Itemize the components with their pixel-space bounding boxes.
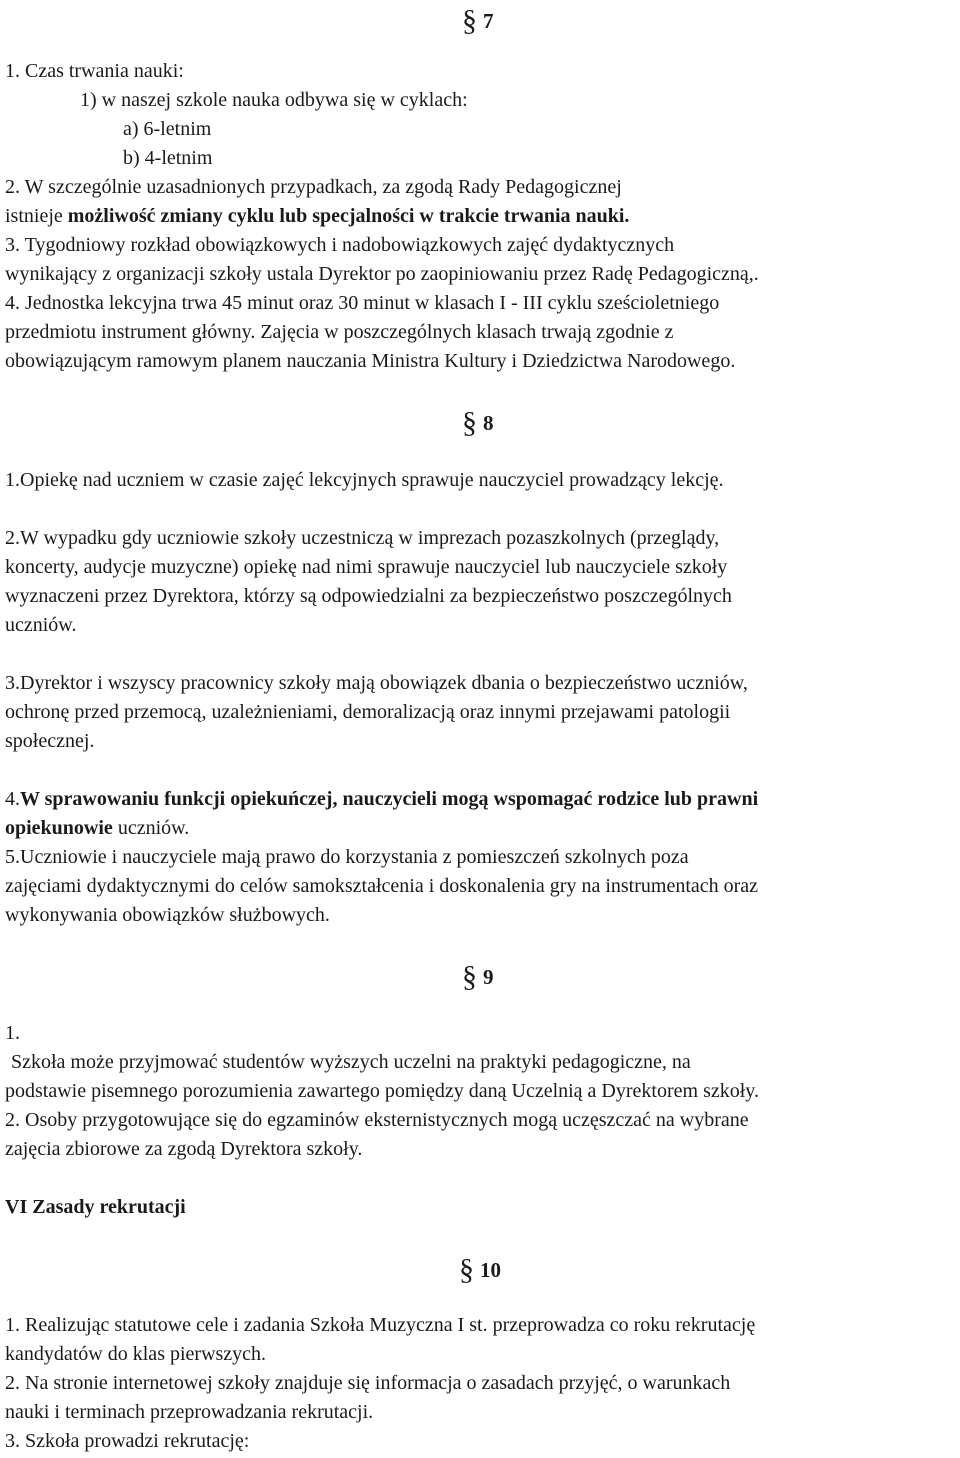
section-heading-9 [462, 960, 494, 992]
paragraph-line: podstawie pisemnego porozumienia zawartego pomiędzy daną Uczelnią a Dyrektorem szkoły. [5, 1080, 759, 1102]
paragraph-line: 5.Uczniowie i nauczyciele mają prawo do korzystania z pomieszczeń szkolnych poza [5, 846, 689, 868]
bold-text-run: opiekunowie [5, 817, 113, 839]
paragraph-line: 4. Jednostka lekcyjna trwa 45 minut oraz 30 minut w klasach I - III cyklu sześcioletniego [5, 292, 720, 314]
paragraph-line [5, 814, 189, 843]
paragraph-line: wykonywania obowiązków służbowych. [5, 904, 330, 926]
paragraph-line: a) 6-letnim [123, 118, 212, 140]
paragraph-line: zajęciami dydaktycznymi do celów samokształcenia i doskonalenia gry na instrumentach oraz [5, 875, 759, 897]
text-run: uczniów. [112, 817, 190, 839]
paragraph-line: 1. Realizując statutowe cele i zadania Szkoła Muzyczna I st. przeprowadza co roku rekrutację [5, 1314, 756, 1336]
paragraph-line: 2. Na stronie internetowej szkoły znajduje się informacja o zasadach przyjęć, o warunkach [5, 1372, 731, 1394]
paragraph-line: 3.Dyrektor i wszyscy pracownicy szkoły mają obowiązek dbania o bezpieczeństwo uczniów, [5, 672, 748, 694]
paragraph-line: 2. W szczególnie uzasadnionych przypadkach, za zgodą Rady Pedagogicznej [5, 176, 622, 198]
paragraph-line: uczniów. [5, 614, 77, 636]
section-number: 8 [483, 411, 494, 435]
paragraph-line: 2. Osoby przygotowujące się do egzaminów eksternistycznych mogą uczęszczać na wybrane [5, 1109, 749, 1131]
paragraph-line: b) 4-letnim [123, 147, 213, 169]
paragraph-line: kandydatów do klas pierwszych. [5, 1343, 267, 1365]
section-sign-icon: § [459, 1253, 474, 1286]
paragraph-line [5, 785, 758, 814]
bold-text-run: możliwość zmiany cyklu lub specjalności w trakcie trwania nauki. [67, 205, 630, 227]
section-heading-8 [462, 406, 494, 438]
paragraph-line: 1) w naszej szkole nauka odbywa się w cyklach: [80, 89, 468, 111]
section-number: 10 [480, 1258, 501, 1282]
section-number: 7 [483, 9, 494, 33]
paragraph-line: przedmiotu instrument główny. Zajęcia w poszczególnych klasach trwają zgodnie z [5, 321, 674, 343]
paragraph-line: 1.Opiekę nad uczniem w czasie zajęć lekcyjnych sprawuje nauczyciel prowadzący lekcję. [5, 469, 724, 491]
paragraph-line: wyznaczeni przez Dyrektora, którzy są odpowiedzialni za bezpieczeństwo poszczególnych [5, 585, 732, 607]
section-number: 9 [483, 965, 494, 989]
paragraph-line: 1. Czas trwania nauki: [5, 60, 184, 82]
paragraph-line: koncerty, audycje muzyczne) opiekę nad nimi sprawuje nauczyciel lub nauczyciele szkoły [5, 556, 728, 578]
paragraph-line: zajęcia zbiorowe za zgodą Dyrektora szkoły. [5, 1138, 363, 1160]
paragraph-line: Szkoła może przyjmować studentów wyższych uczelni na praktyki pedagogiczne, na [11, 1051, 691, 1073]
paragraph-line: obowiązującym ramowym planem nauczania Ministra Kultury i Dziedzictwa Narodowego. [5, 350, 736, 372]
paragraph-line: wynikający z organizacji szkoły ustala Dyrektor po zaopiniowaniu przez Radę Pedagogiczną,. [5, 263, 759, 285]
paragraph-line: 3. Tygodniowy rozkład obowiązkowych i nadobowiązkowych zajęć dydaktycznych [5, 234, 675, 256]
paragraph-line: nauki i terminach przeprowadzania rekrutacji. [5, 1401, 374, 1423]
paragraph-line: społecznej. [5, 730, 95, 752]
paragraph-line: 1. [5, 1022, 20, 1044]
paragraph-line: ochronę przed przemocą, uzależnieniami, demoralizacją oraz innymi przejawami patologii [5, 701, 731, 723]
text-run: istnieje [5, 205, 68, 227]
section-sign-icon: § [462, 4, 477, 37]
section-heading-10 [459, 1253, 501, 1285]
chapter-title: VI Zasady rekrutacji [5, 1196, 186, 1218]
section-sign-icon: § [462, 960, 477, 993]
paragraph-line: 3. Szkoła prowadzi rekrutację: [5, 1430, 250, 1452]
paragraph-line [5, 202, 629, 231]
text-run: 4. [5, 788, 20, 810]
paragraph-line: 2.W wypadku gdy uczniowie szkoły uczestniczą w imprezach pozaszkolnych (przeglądy, [5, 527, 720, 549]
section-sign-icon: § [462, 406, 477, 439]
bold-text-run: W sprawowaniu funkcji opiekuńczej, nauczycieli mogą wspomagać rodzice lub prawni [20, 788, 759, 810]
section-heading-7 [462, 4, 494, 36]
